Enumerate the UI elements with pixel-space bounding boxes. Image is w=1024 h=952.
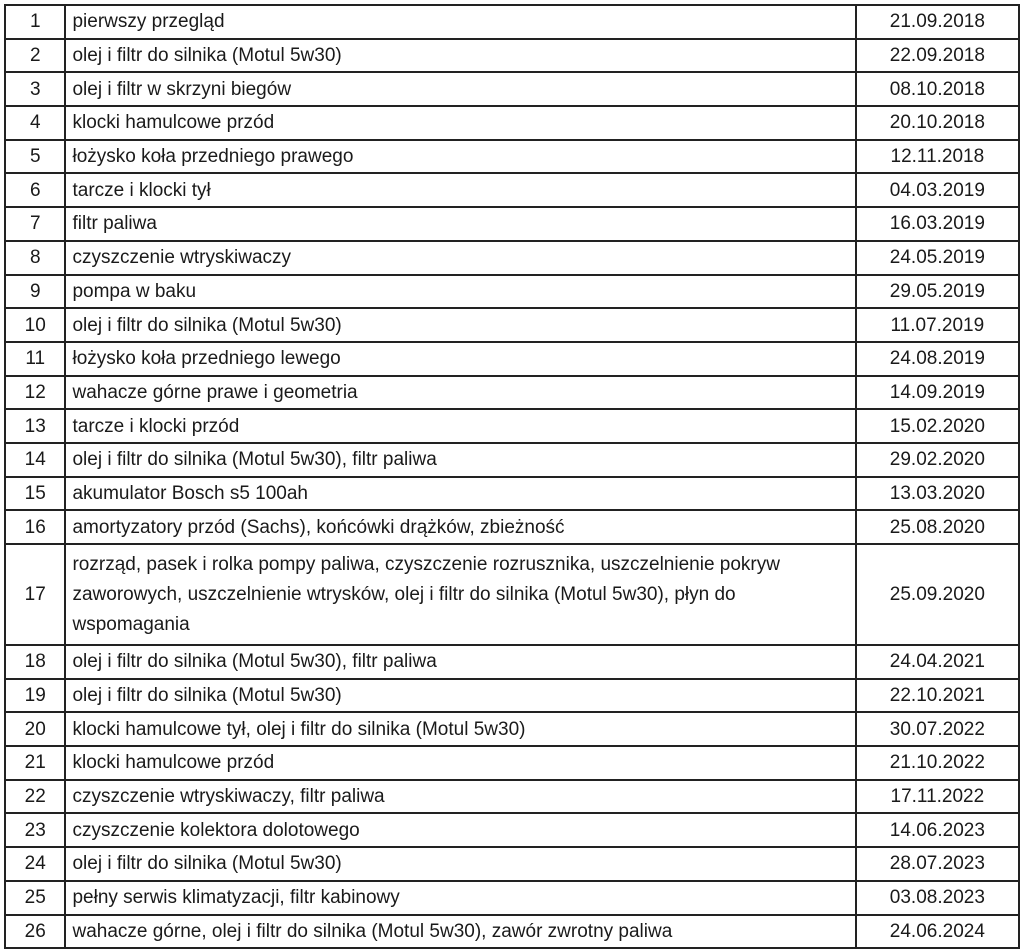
table-row	[5, 477, 1019, 511]
service-date: 22.09.2018	[856, 39, 1019, 73]
row-number: 2	[5, 39, 65, 73]
row-number: 6	[5, 173, 65, 207]
service-description: rozrząd, pasek i rolka pompy paliwa, czyszczenie rozrusznika, uszczelnienie pokryw zaworowych, uszczelnienie wtrysków, olej i filtr do silnika (Motul 5w30), płyn do wspomagania	[65, 544, 855, 645]
service-description: olej i filtr do silnika (Motul 5w30)	[65, 39, 855, 73]
service-date: 28.07.2023	[856, 847, 1019, 881]
service-description: czyszczenie wtryskiwaczy	[65, 241, 855, 275]
service-date: 17.11.2022	[856, 780, 1019, 814]
table-row	[5, 72, 1019, 106]
row-number: 20	[5, 712, 65, 746]
service-date: 22.10.2021	[856, 679, 1019, 713]
table-row	[5, 241, 1019, 275]
service-description: czyszczenie kolektora dolotowego	[65, 813, 855, 847]
row-number: 23	[5, 813, 65, 847]
service-description: amortyzatory przód (Sachs), końcówki drążków, zbieżność	[65, 510, 855, 544]
service-description: klocki hamulcowe przód	[65, 106, 855, 140]
row-number: 7	[5, 207, 65, 241]
service-log-body	[5, 5, 1019, 948]
service-date: 24.08.2019	[856, 342, 1019, 376]
row-number: 13	[5, 409, 65, 443]
table-row	[5, 847, 1019, 881]
service-date: 24.06.2024	[856, 915, 1019, 949]
table-row	[5, 342, 1019, 376]
service-log-table	[4, 4, 1020, 949]
table-row	[5, 140, 1019, 174]
service-description: tarcze i klocki tył	[65, 173, 855, 207]
table-row	[5, 510, 1019, 544]
row-number: 9	[5, 275, 65, 309]
table-row	[5, 376, 1019, 410]
table-row	[5, 308, 1019, 342]
service-description: wahacze górne, olej i filtr do silnika (Motul 5w30), zawór zwrotny paliwa	[65, 915, 855, 949]
table-row	[5, 712, 1019, 746]
row-number: 22	[5, 780, 65, 814]
service-description: filtr paliwa	[65, 207, 855, 241]
row-number: 4	[5, 106, 65, 140]
table-row	[5, 544, 1019, 645]
table-row	[5, 813, 1019, 847]
row-number: 18	[5, 645, 65, 679]
table-row	[5, 780, 1019, 814]
service-date: 29.02.2020	[856, 443, 1019, 477]
service-description: olej i filtr do silnika (Motul 5w30)	[65, 308, 855, 342]
table-row	[5, 275, 1019, 309]
table-row	[5, 679, 1019, 713]
row-number: 17	[5, 544, 65, 645]
table-row	[5, 5, 1019, 39]
service-date: 25.08.2020	[856, 510, 1019, 544]
row-number: 3	[5, 72, 65, 106]
service-description: łożysko koła przedniego lewego	[65, 342, 855, 376]
table-row	[5, 173, 1019, 207]
service-date: 21.09.2018	[856, 5, 1019, 39]
service-date: 24.04.2021	[856, 645, 1019, 679]
service-description: akumulator Bosch s5 100ah	[65, 477, 855, 511]
table-row	[5, 207, 1019, 241]
row-number: 26	[5, 915, 65, 949]
service-date: 25.09.2020	[856, 544, 1019, 645]
service-date: 15.02.2020	[856, 409, 1019, 443]
row-number: 15	[5, 477, 65, 511]
row-number: 10	[5, 308, 65, 342]
service-date: 16.03.2019	[856, 207, 1019, 241]
service-date: 03.08.2023	[856, 881, 1019, 915]
table-row	[5, 915, 1019, 949]
service-date: 13.03.2020	[856, 477, 1019, 511]
service-description: klocki hamulcowe przód	[65, 746, 855, 780]
service-date: 21.10.2022	[856, 746, 1019, 780]
service-description: łożysko koła przedniego prawego	[65, 140, 855, 174]
service-description: olej i filtr do silnika (Motul 5w30), filtr paliwa	[65, 443, 855, 477]
service-description: pierwszy przegląd	[65, 5, 855, 39]
service-description: olej i filtr do silnika (Motul 5w30)	[65, 679, 855, 713]
row-number: 5	[5, 140, 65, 174]
table-row	[5, 645, 1019, 679]
row-number: 12	[5, 376, 65, 410]
table-row	[5, 881, 1019, 915]
service-description: czyszczenie wtryskiwaczy, filtr paliwa	[65, 780, 855, 814]
service-description: wahacze górne prawe i geometria	[65, 376, 855, 410]
table-row	[5, 409, 1019, 443]
row-number: 21	[5, 746, 65, 780]
service-date: 24.05.2019	[856, 241, 1019, 275]
service-description: pompa w baku	[65, 275, 855, 309]
row-number: 16	[5, 510, 65, 544]
table-row	[5, 106, 1019, 140]
row-number: 25	[5, 881, 65, 915]
service-date: 30.07.2022	[856, 712, 1019, 746]
service-description: olej i filtr do silnika (Motul 5w30), filtr paliwa	[65, 645, 855, 679]
table-row	[5, 39, 1019, 73]
service-description: olej i filtr do silnika (Motul 5w30)	[65, 847, 855, 881]
row-number: 14	[5, 443, 65, 477]
service-description: pełny serwis klimatyzacji, filtr kabinowy	[65, 881, 855, 915]
table-row	[5, 443, 1019, 477]
service-date: 11.07.2019	[856, 308, 1019, 342]
service-date: 29.05.2019	[856, 275, 1019, 309]
table-row	[5, 746, 1019, 780]
service-date: 20.10.2018	[856, 106, 1019, 140]
service-description: olej i filtr w skrzyni biegów	[65, 72, 855, 106]
service-date: 14.06.2023	[856, 813, 1019, 847]
row-number: 1	[5, 5, 65, 39]
row-number: 8	[5, 241, 65, 275]
row-number: 11	[5, 342, 65, 376]
row-number: 19	[5, 679, 65, 713]
service-date: 12.11.2018	[856, 140, 1019, 174]
service-description: tarcze i klocki przód	[65, 409, 855, 443]
service-date: 08.10.2018	[856, 72, 1019, 106]
service-date: 04.03.2019	[856, 173, 1019, 207]
service-description: klocki hamulcowe tył, olej i filtr do silnika (Motul 5w30)	[65, 712, 855, 746]
service-date: 14.09.2019	[856, 376, 1019, 410]
row-number: 24	[5, 847, 65, 881]
